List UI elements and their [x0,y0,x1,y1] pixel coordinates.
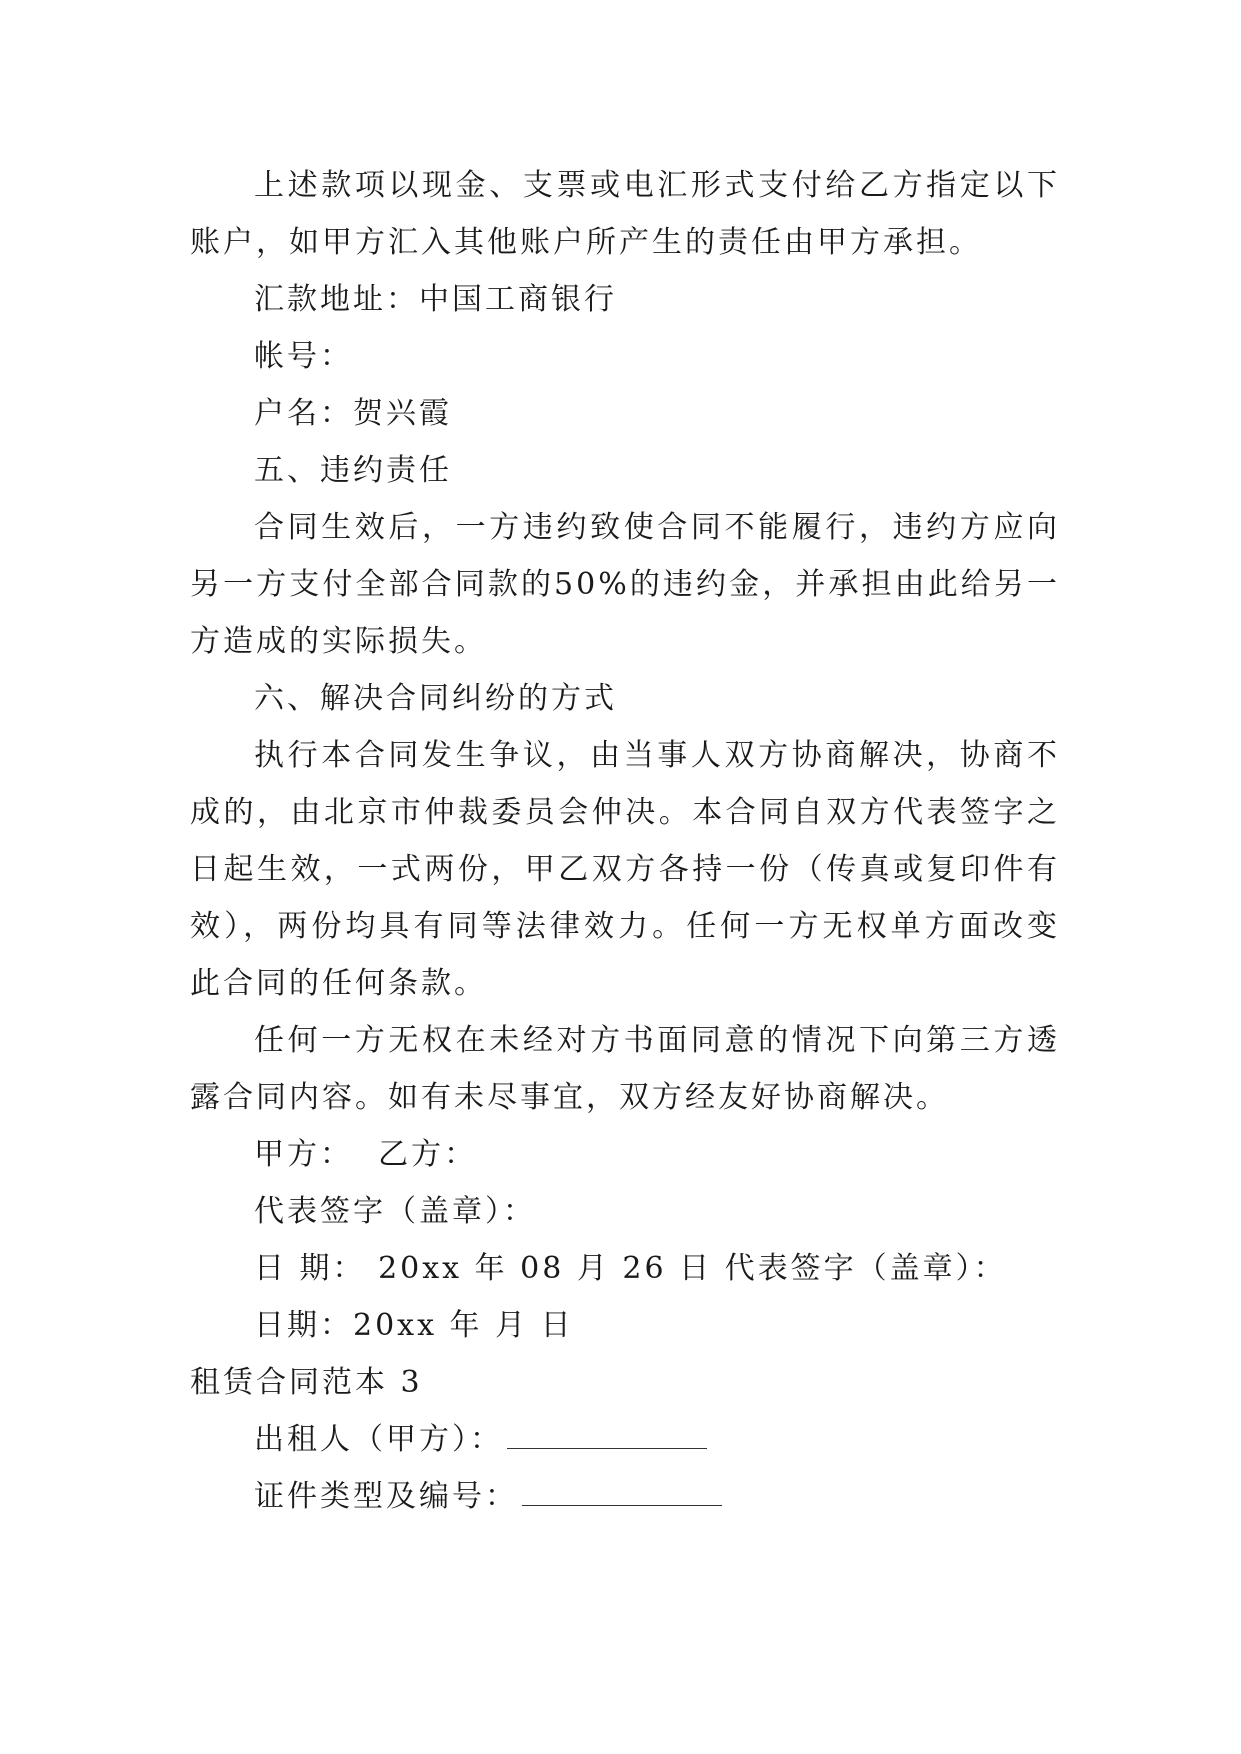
bank-line: 汇款地址：中国工商银行 [254,282,617,317]
date-line-1: 日 期： 20xx 年 08 月 26 日 代表签字（盖章）： [254,1251,1007,1286]
document-body [190,157,1060,1525]
id-type-label: 证件类型及编号： [254,1479,518,1514]
holder-line: 户名：贺兴霞 [254,396,452,431]
signature-line-1: 代表签字（盖章）： [254,1194,536,1229]
date-line-2: 日期：20xx 年 月 日 [254,1308,574,1343]
section-6-heading: 六、解决合同纠纷的方式 [254,681,617,716]
payment-paragraph: 上述款项以现金、支票或电汇形式支付给乙方指定以下账户，如甲方汇入其他账户所产生的责任由甲方承担。 [190,168,1060,260]
contract-3-title: 租赁合同范本 3 [190,1365,423,1400]
confidentiality-paragraph: 任何一方无权在未经对方书面同意的情况下向第三方透露合同内容。如有未尽事宜，双方经友好协商解决。 [190,1023,1060,1115]
lessor-line [190,1411,1060,1468]
lessor-blank [507,1424,707,1449]
id-type-line [190,1468,1060,1525]
section-5-heading: 五、违约责任 [254,453,452,488]
parties-line: 甲方： 乙方： [254,1137,478,1172]
id-type-blank [522,1481,722,1506]
lessor-label: 出租人（甲方）： [254,1422,503,1457]
account-line: 帐号： [254,339,353,374]
breach-paragraph: 合同生效后，一方违约致使合同不能履行，违约方应向另一方支付全部合同款的50%的违约金，并承担由此给另一方造成的实际损失。 [190,510,1060,659]
dispute-paragraph: 执行本合同发生争议，由当事人双方协商解决，协商不成的，由北京市仲裁委员会仲决。本合同自双方代表签字之日起生效，一式两份，甲乙双方各持一份（传真或复印件有效），两份均具有同等法律效力。任何一方无权单方面改变此合同的任何条款。 [190,738,1060,1001]
